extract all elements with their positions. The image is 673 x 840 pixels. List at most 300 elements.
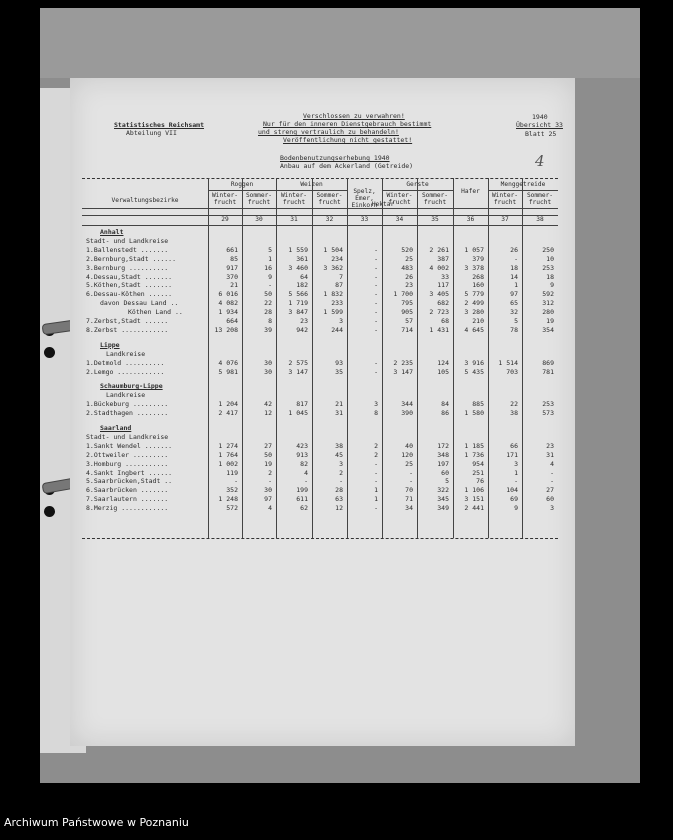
- table-cell: 64: [300, 272, 308, 281]
- table-cell: 19: [264, 459, 272, 468]
- org-department: Abteilung VII: [126, 129, 177, 137]
- column-number: 31: [290, 216, 298, 223]
- table-cell: 253: [542, 263, 554, 272]
- table-cell: 3 460: [288, 263, 308, 272]
- table-cell: 5 779: [464, 290, 484, 299]
- table-cell: 63: [335, 495, 343, 504]
- table-cell: 35: [335, 367, 343, 376]
- winter-header: Winter- frucht: [211, 192, 239, 206]
- org-name: Statistisches Reichsamt: [114, 121, 205, 129]
- district-name: 2.Lemgo ............: [86, 367, 165, 376]
- table-cell: 32: [510, 308, 518, 317]
- table-cell: 2 441: [464, 504, 484, 513]
- table-cell: -: [374, 358, 378, 367]
- district-name: 2.Ottweiler .........: [86, 450, 169, 459]
- table-cell: 1 514: [498, 358, 518, 367]
- table-cell: 3 916: [464, 358, 484, 367]
- table-cell: 5 566: [288, 290, 308, 299]
- table-cell: 1 700: [393, 290, 413, 299]
- table-cell: 12: [264, 409, 272, 418]
- table-cell: 5: [268, 245, 272, 254]
- table-cell: 39: [264, 325, 272, 334]
- table-cell: 869: [542, 358, 554, 367]
- table-cell: 233: [331, 299, 343, 308]
- secret-line-1: Verschlossen zu verwahren!: [303, 112, 405, 120]
- table-cell: 942: [296, 325, 308, 334]
- district-name: 8.Zerbst ............: [86, 325, 169, 334]
- column-number: 30: [255, 216, 263, 223]
- group-header-spelz: Spelz, Emer, Einkorn: [351, 188, 378, 209]
- table-cell: 85: [230, 254, 238, 263]
- column-number: 32: [325, 216, 334, 223]
- table-cell: 234: [331, 254, 343, 263]
- table-cell: -: [374, 281, 378, 290]
- table-cell: 1 204: [218, 400, 238, 409]
- section-label: Stadt- und Landkreise: [86, 236, 169, 245]
- district-name: 6.Saarbrücken .......: [86, 486, 169, 495]
- district-name: 1.Bückeburg .........: [86, 400, 169, 409]
- district-name: 2.Stadthagen ........: [86, 409, 169, 418]
- table-cell: 30: [264, 486, 272, 495]
- survey-subtitle: Anbau auf dem Ackerland (Getreide): [280, 162, 414, 170]
- section-label: Landkreise: [106, 391, 146, 400]
- table-cell: 8: [374, 409, 378, 418]
- table-cell: 76: [476, 477, 484, 486]
- handwritten-mark: 4: [535, 152, 545, 170]
- district-name: davon Dessau Land ..: [100, 299, 179, 308]
- table-cell: -: [374, 263, 378, 272]
- column-number: 35: [431, 216, 439, 223]
- table-cell: 78: [510, 325, 518, 334]
- table-cell: 4: [268, 504, 272, 513]
- table-cell: 69: [510, 495, 518, 504]
- group-header-roggen: Roggen: [230, 181, 254, 188]
- table-cell: 817: [296, 400, 308, 409]
- table-cell: 913: [296, 450, 308, 459]
- table-cell: -: [339, 477, 343, 486]
- table-cell: 268: [472, 272, 484, 281]
- table-cell: -: [374, 477, 378, 486]
- table-cell: 9: [550, 281, 554, 290]
- report-year: 1940: [532, 113, 548, 121]
- table-cell: 124: [437, 358, 449, 367]
- table-cell: 3: [339, 459, 343, 468]
- punch-hole: [44, 506, 55, 517]
- table-cell: -: [268, 477, 272, 486]
- section-label: Saarland: [100, 424, 132, 432]
- group-header-hafer: Hafer: [461, 188, 480, 195]
- table-cell: 97: [264, 495, 272, 504]
- winter-header: Winter- frucht: [386, 192, 413, 206]
- table-cell: 171: [506, 450, 518, 459]
- table-cell: -: [550, 468, 554, 477]
- district-name: Köthen Land ..: [128, 308, 183, 317]
- table-cell: 1 106: [464, 486, 484, 495]
- district-name: 7.Zerbst,Stadt ......: [86, 317, 169, 325]
- table-cell: 18: [510, 263, 518, 272]
- group-rule: [276, 190, 347, 191]
- table-cell: 483: [401, 263, 413, 272]
- column-number: 37: [501, 216, 509, 223]
- table-cell: 16: [264, 263, 272, 272]
- table-cell: 3 378: [464, 263, 484, 272]
- district-name: 2.Bernburg,Stadt ......: [86, 254, 177, 263]
- secret-line-3: und streng vertraulich zu behandeln!: [258, 128, 399, 136]
- table-cell: 28: [264, 308, 272, 317]
- table-cell: 18: [546, 272, 554, 281]
- table-cell: 82: [300, 459, 308, 468]
- table-cell: 1: [374, 495, 378, 504]
- table-cell: -: [374, 317, 378, 325]
- table-cell: -: [409, 477, 413, 486]
- table-cell: 3 280: [464, 308, 484, 317]
- table-cell: 86: [441, 409, 449, 418]
- table-cell: 345: [437, 495, 449, 504]
- group-rule: [382, 190, 453, 191]
- table-cell: -: [374, 290, 378, 299]
- table-cell: 2: [339, 468, 343, 477]
- table-cell: 661: [226, 245, 238, 254]
- table-cell: 348: [437, 450, 449, 459]
- table-cell: 105: [437, 367, 449, 376]
- table-cell: -: [514, 477, 518, 486]
- table-cell: 3 362: [323, 263, 343, 272]
- table-cell: 104: [506, 486, 518, 495]
- table-cell: 1 580: [464, 409, 484, 418]
- table-cell: 3 151: [464, 495, 484, 504]
- table-cell: 781: [542, 367, 554, 376]
- table-cell: 1: [514, 281, 518, 290]
- overview-number: Übersicht 33: [516, 121, 563, 129]
- table-cell: -: [374, 308, 378, 317]
- group-header-gerste: Gerste: [406, 181, 429, 188]
- table-cell: -: [550, 477, 554, 486]
- winter-header: Winter- frucht: [280, 192, 308, 206]
- table-cell: 3: [550, 504, 554, 513]
- table-cell: 9: [268, 272, 272, 281]
- table-cell: 2: [374, 441, 378, 450]
- table-cell: 31: [546, 450, 554, 459]
- table-cell: 2 235: [393, 358, 413, 367]
- table-cell: 38: [335, 441, 343, 450]
- table-cell: 14: [510, 272, 518, 281]
- table-cell: 119: [226, 468, 238, 477]
- table-cell: 390: [401, 409, 413, 418]
- sommer-header: Sommer- frucht: [526, 192, 554, 206]
- table-cell: 172: [437, 441, 449, 450]
- table-cell: 5 435: [464, 367, 484, 376]
- table-cell: 1 002: [218, 459, 238, 468]
- table-cell: -: [374, 367, 378, 376]
- table-cell: 2 499: [464, 299, 484, 308]
- table-cell: 2 723: [429, 308, 449, 317]
- table-cell: 182: [296, 281, 308, 290]
- table-cell: 795: [401, 299, 413, 308]
- table-cell: 322: [437, 486, 449, 495]
- table-cell: 1 057: [464, 245, 484, 254]
- table-cell: 573: [542, 409, 554, 418]
- column-number: 38: [536, 216, 544, 223]
- district-name: 1.Sankt Wendel .......: [86, 441, 173, 450]
- secret-line-2: Nur für den inneren Dienstgebrauch bestimmt: [263, 120, 432, 128]
- table-cell: 244: [331, 325, 343, 334]
- table-cell: 5: [445, 477, 449, 486]
- table-cell: 714: [401, 325, 413, 334]
- table-cell: 50: [264, 290, 272, 299]
- table-cell: 34: [405, 504, 413, 513]
- table-cell: -: [409, 468, 413, 477]
- table-cell: 30: [264, 367, 272, 376]
- table-cell: 5: [514, 317, 518, 325]
- table-cell: 885: [472, 400, 484, 409]
- column-number: 36: [466, 216, 475, 223]
- district-name: 6.Dessau-Köthen ......: [86, 290, 173, 299]
- table-cell: 199: [296, 486, 308, 495]
- table-cell: 2 575: [288, 358, 308, 367]
- table-cell: 4 076: [218, 358, 238, 367]
- table-cell: 31: [335, 409, 343, 418]
- sheet-number: Blatt 25: [525, 130, 557, 138]
- table-cell: 197: [437, 459, 449, 468]
- table-cell: -: [514, 254, 518, 263]
- district-name: 5.Saarbrücken,Stadt ..: [86, 477, 173, 486]
- district-name: 1.Ballenstedt .......: [86, 245, 169, 254]
- table-cell: 70: [405, 486, 413, 495]
- table-cell: 423: [296, 441, 308, 450]
- table-cell: 1 736: [464, 450, 484, 459]
- table-cell: -: [374, 504, 378, 513]
- table-cell: 387: [437, 254, 449, 263]
- table-cell: 1 832: [323, 290, 343, 299]
- table-cell: 45: [335, 450, 343, 459]
- secret-line-4: Veröffentlichung nicht gestattet!: [283, 136, 413, 144]
- table-cell: 1 248: [218, 495, 238, 504]
- table-cell: 1 045: [288, 409, 308, 418]
- table-cell: 28: [335, 486, 343, 495]
- table-cell: 344: [401, 400, 413, 409]
- table-cell: 1 185: [464, 441, 484, 450]
- table-cell: 3 147: [393, 367, 413, 376]
- table-cell: 2 417: [218, 409, 238, 418]
- column-number: 34: [395, 216, 404, 223]
- district-name: 8.Merzig ............: [86, 504, 169, 513]
- district-name: 5.Köthen,Stadt .......: [86, 281, 173, 290]
- table-cell: 68: [441, 317, 449, 325]
- table-cell: 1 431: [429, 325, 449, 334]
- table-cell: 57: [405, 317, 413, 325]
- table-cell: 40: [405, 441, 413, 450]
- table-cell: 97: [510, 290, 518, 299]
- table-cell: -: [374, 245, 378, 254]
- punch-hole: [44, 347, 55, 358]
- table-cell: 21: [230, 281, 238, 290]
- district-header: Verwaltungsbezirke: [111, 197, 179, 204]
- table-cell: 22: [510, 400, 518, 409]
- sommer-header: Sommer- frucht: [245, 192, 273, 206]
- district-name: 4.Dessau,Stadt .......: [86, 272, 173, 281]
- table-cell: 26: [405, 272, 413, 281]
- group-header-menggetreide: Menggetreide: [500, 181, 546, 188]
- table-rule-body: [82, 225, 558, 226]
- table-cell: 2: [374, 450, 378, 459]
- table-cell: 349: [437, 504, 449, 513]
- survey-title: Bodenbenutzungserhebung 1940: [280, 154, 390, 162]
- table-cell: 1 504: [323, 245, 343, 254]
- table-cell: 22: [264, 299, 272, 308]
- district-name: 4.Sankt Ingbert ......: [86, 468, 173, 477]
- table-cell: 3: [339, 317, 343, 325]
- table-cell: -: [374, 272, 378, 281]
- table-cell: 2: [268, 468, 272, 477]
- table-cell: 60: [546, 495, 554, 504]
- table-cell: 3: [514, 459, 518, 468]
- document-page: [70, 78, 575, 746]
- table-cell: 160: [472, 281, 484, 290]
- table-cell: 5 981: [218, 367, 238, 376]
- table-cell: 4 645: [464, 325, 484, 334]
- table-cell: 62: [300, 504, 308, 513]
- table-cell: -: [374, 254, 378, 263]
- table-cell: 592: [542, 290, 554, 299]
- table-cell: 1 599: [323, 308, 343, 317]
- table-cell: 1: [268, 254, 272, 263]
- table-cell: -: [234, 477, 238, 486]
- column-number: 29: [221, 216, 229, 223]
- district-name: 3.Homburg ...........: [86, 459, 169, 468]
- section-label: Lippe: [100, 340, 120, 349]
- table-cell: 13 208: [214, 325, 238, 334]
- table-cell: 84: [441, 400, 449, 409]
- table-cell: 38: [510, 409, 518, 418]
- table-cell: 682: [437, 299, 449, 308]
- section-label: Landkreise: [106, 349, 146, 358]
- table-cell: 93: [335, 358, 343, 367]
- section-label: Anhalt: [100, 228, 124, 236]
- table-rule-unit: [82, 208, 558, 209]
- table-cell: 370: [226, 272, 238, 281]
- group-rule: [488, 190, 558, 191]
- unit-label: Hektar: [371, 201, 395, 208]
- table-cell: 1: [514, 468, 518, 477]
- table-cell: 954: [472, 459, 484, 468]
- table-cell: 3 405: [429, 290, 449, 299]
- table-cell: 520: [401, 245, 413, 254]
- table-cell: 4 082: [218, 299, 238, 308]
- table-cell: 10: [546, 254, 554, 263]
- table-cell: 917: [226, 263, 238, 272]
- table-cell: 361: [296, 254, 308, 263]
- table-cell: 210: [472, 317, 484, 325]
- table-cell: 250: [542, 245, 554, 254]
- group-rule: [208, 190, 276, 191]
- table-rule-bottom: [82, 538, 558, 539]
- table-cell: 25: [405, 459, 413, 468]
- table-cell: 3 147: [288, 367, 308, 376]
- table-cell: -: [374, 325, 378, 334]
- table-cell: 1 719: [288, 299, 308, 308]
- table-cell: 23: [405, 281, 413, 290]
- table-cell: 26: [510, 245, 518, 254]
- district-name: 7.Saarlautern .......: [86, 495, 169, 504]
- table-cell: 3 847: [288, 308, 308, 317]
- table-cell: 66: [510, 441, 518, 450]
- table-cell: -: [374, 459, 378, 468]
- section-label: Stadt- und Landkreise: [86, 432, 169, 441]
- table-cell: 280: [542, 308, 554, 317]
- table-cell: 27: [546, 486, 554, 495]
- table-cell: 8: [268, 317, 272, 325]
- table-cell: 25: [405, 254, 413, 263]
- table-cell: 33: [441, 272, 449, 281]
- table-cell: 1 274: [218, 441, 238, 450]
- scan-top-sheet: [40, 8, 640, 78]
- table-cell: 703: [506, 367, 518, 376]
- section-label: Schaumburg-Lippe: [100, 382, 163, 391]
- table-rule-top: [82, 178, 558, 179]
- table-cell: 3: [374, 400, 378, 409]
- table-cell: -: [304, 477, 308, 486]
- table-cell: 611: [296, 495, 308, 504]
- table-cell: 71: [405, 495, 413, 504]
- table-cell: 120: [401, 450, 413, 459]
- table-cell: 251: [472, 468, 484, 477]
- table-cell: 312: [542, 299, 554, 308]
- table-cell: 905: [401, 308, 413, 317]
- table-cell: 23: [546, 441, 554, 450]
- table-cell: 354: [542, 325, 554, 334]
- table-cell: 65: [510, 299, 518, 308]
- group-header-weizen: Weizen: [300, 181, 323, 188]
- table-cell: 6 016: [218, 290, 238, 299]
- table-cell: 9: [514, 504, 518, 513]
- table-cell: 23: [300, 317, 308, 325]
- table-cell: 60: [441, 468, 449, 477]
- table-cell: 19: [546, 317, 554, 325]
- district-name: 1.Detmold ..........: [86, 358, 165, 367]
- table-cell: -: [268, 281, 272, 290]
- table-cell: 87: [335, 281, 343, 290]
- table-cell: 117: [437, 281, 449, 290]
- table-cell: 253: [542, 400, 554, 409]
- table-cell: 27: [264, 441, 272, 450]
- archive-name: Archiwum Państwowe w Poznaniu: [4, 816, 189, 829]
- table-cell: -: [374, 468, 378, 477]
- sommer-header: Sommer- frucht: [316, 192, 343, 206]
- table-cell: 30: [264, 358, 272, 367]
- table-cell: 12: [335, 504, 343, 513]
- winter-header: Winter- frucht: [491, 192, 519, 206]
- table-cell: 21: [335, 400, 343, 409]
- column-number: 33: [360, 216, 369, 223]
- table-cell: 1 559: [288, 245, 308, 254]
- table-cell: 352: [226, 486, 238, 495]
- table-cell: -: [374, 299, 378, 308]
- sommer-header: Sommer- frucht: [421, 192, 449, 206]
- table-cell: 1: [374, 486, 378, 495]
- district-name: 3.Bernburg ..........: [86, 263, 169, 272]
- table-cell: 1 934: [218, 308, 238, 317]
- table-cell: 572: [226, 504, 238, 513]
- table-cell: 1 764: [218, 450, 238, 459]
- table-cell: 2 261: [429, 245, 449, 254]
- table-cell: 4 002: [429, 263, 449, 272]
- table-cell: 379: [472, 254, 484, 263]
- table-cell: 7: [339, 272, 343, 281]
- table-cell: 50: [264, 450, 272, 459]
- table-cell: 664: [226, 317, 238, 325]
- table-cell: 4: [550, 459, 554, 468]
- archive-footer: [0, 808, 673, 840]
